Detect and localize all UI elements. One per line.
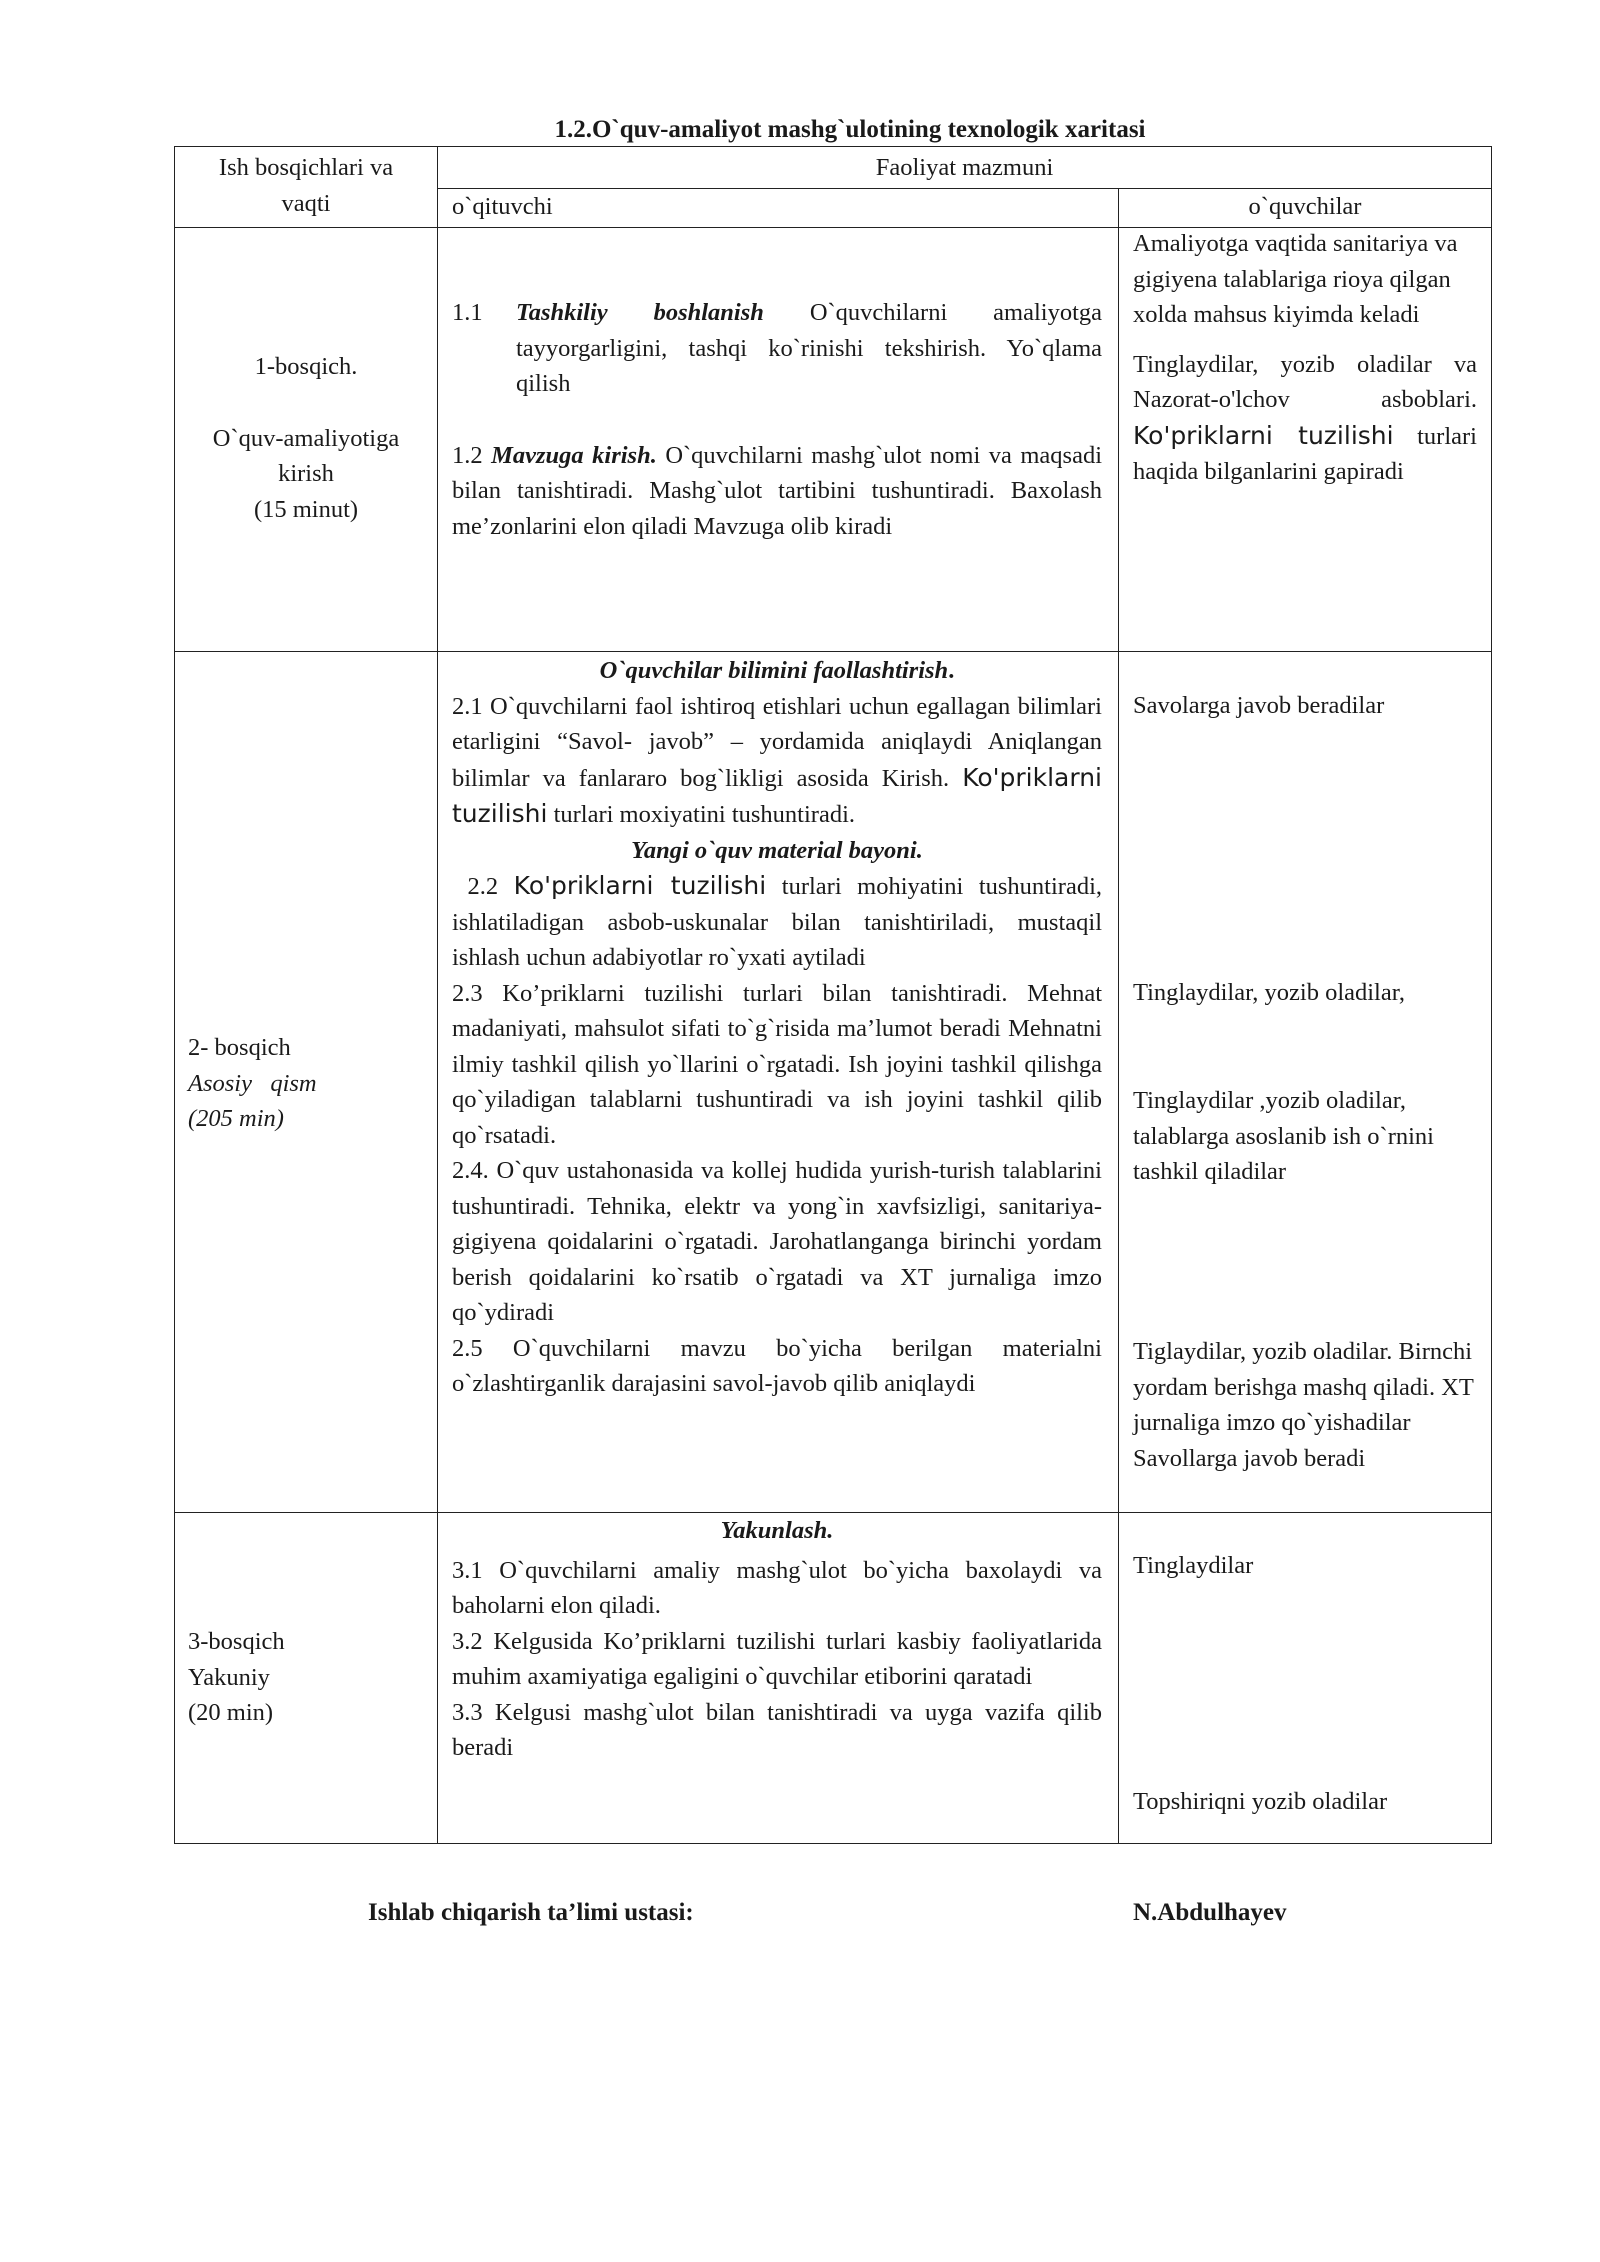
item-1-1-heading: Tashkiliy boshlanish <box>516 299 764 326</box>
item-2-2: 2.2 Ko'priklarni tuzilishi turlari mohiyatini tushuntiradi, ishlatiladigan asbob-uskunalar bilan tanishtiriladi, mustaqil ishlash uchun adabiyotlar ro`yxati aytiladi <box>452 871 1102 971</box>
stage2-student-1: Savolarga javob beradilar <box>1133 692 1385 719</box>
table-col-divider-2 <box>1118 188 1119 1844</box>
closing-heading: Yakunlash. <box>720 1517 834 1544</box>
signature-label: Ishlab chiqarish ta’limi ustasi: <box>368 1899 694 1926</box>
stage2-student-2: Tinglaydilar, yozib oladilar, <box>1133 979 1406 1006</box>
signature-name: N.Abdulhayev <box>1133 1899 1287 1926</box>
stage2-title: Asosiy qism <box>188 1069 317 1097</box>
item-1-2-text: O`quvchilarni mashg`ulot nomi va maqsadi bilan tanishtiradi. Mashg`ulot tartibini tushuntiradi. Baxolash me’zonlarini elon qiladi Mavzuga olib kiradi <box>452 441 1103 540</box>
item-1-2: 1.2 Mavzuga kirish. O`quvchilarni mashg`ulot nomi va maqsadi bilan tanishtiradi. Mashg`ulot tartibini tushuntiradi. Baxolash me’zonlarini elon qiladi Mavzuga olib kiradi <box>452 441 1103 540</box>
row1-bottom-line <box>174 651 1492 652</box>
stage3-teacher-content <box>452 1513 1102 1766</box>
stage2-time: (205 min) <box>188 1105 284 1132</box>
stage2-student-5: Savollarga javob beradi <box>1133 1444 1366 1472</box>
document-title: 1.2.O`quv-amaliyot mashg`ulotining texnologik xaritasi <box>554 116 1146 143</box>
stage1-student-1: Amaliyotga vaqtida sanitariya va gigiyena talablariga rioya qilgan xolda mahsus kiyimda keladi <box>1133 230 1458 328</box>
stage1-student-content <box>1133 226 1477 490</box>
stage2-label <box>188 1030 424 1137</box>
stage3-student-2: Topshiriqni yozib oladilar <box>1133 1788 1388 1815</box>
stage1-name: 1-bosqich. <box>254 353 358 380</box>
stage2-student-4: Tiglaydilar, yozib oladilar. Birnchi yordam berishga mashq qiladi. XT jurnaliga imzo qo`yishadilar Savollarga javob beradi <box>1133 1334 1477 1476</box>
header-activity-content: Faoliyat mazmuni <box>875 154 1054 181</box>
stage3-time: (20 min) <box>188 1699 274 1726</box>
table-col-divider-1 <box>437 146 438 1844</box>
stage1-time: (15 minut) <box>253 495 359 523</box>
header-stages-time: Ish bosqichlari va vaqti <box>218 154 394 217</box>
item-1-1: 1.1 Tashkiliy boshlanish O`quvchilarni amaliyotga tayyorgarligini, tashqi ko`rinishi tekshirish. Yo`qlama qilish <box>452 299 1103 397</box>
stage3-label <box>188 1624 424 1731</box>
header-students: o`quvchilar <box>1248 193 1362 220</box>
stage2-student-3: Tinglaydilar ,yozib oladilar, talablarga asoslanib ish o`rnini tashkil qiladilar <box>1133 1087 1434 1185</box>
new-material-heading: Yangi o`quv material bayoni. <box>631 836 923 864</box>
header-teacher: o`qituvchi <box>452 193 553 220</box>
stage3-name: 3-bosqich <box>188 1628 285 1655</box>
item-2-1: 2.1 O`quvchilarni faol ishtiroq etishlari uchun egallagan bilimlari etarligini “Savol- javob” – yordamida aniqlaydi Aniqlangan bilimlar va fanlararo bog`likligi asosida Kirish. Ko'priklarni tuzilishi turlari moxiyatini tushuntiradi. <box>452 692 1102 828</box>
stage2-name: 2- bosqich <box>188 1034 291 1061</box>
item-3-3: 3.3 Kelgusi mashg`ulot bilan tanishtiradi va uyga vazifa qilib beradi <box>452 1698 1102 1761</box>
item-2-3: 2.3 Ko’priklarni tuzilishi turlari bilan tanishtiradi. Mehnat madaniyati, mahsulot sifati to`g`risida ma’lumot beradi Mehnatni ilmiy tashkil qilish yo`llarini o`rgatadi. Ish joyini tashkil qilishga qo`yiladigan talablarni tushuntiradi va ish joyini tashkil qilib qo`rsatadi. <box>452 979 1102 1149</box>
item-3-2: 3.2 Kelgusida Ko’priklarni tuzilishi turlari kasbiy faoliyatlarida muhim axamiyatiga egaligini o`quvchilar etiborini qaratadi <box>452 1627 1102 1690</box>
item-1-1-text: O`quvchilarni amaliyotga tayyorgarligini, tashqi ko`rinishi tekshirish. Yo`qlama qilish <box>516 299 1103 397</box>
stage3-student-1: Tinglaydilar <box>1133 1552 1254 1579</box>
item-1-2-heading: Mavzuga kirish. <box>491 441 657 469</box>
stage1-student-2: Tinglaydilar, yozib oladilar va Nazorat-o'lchov asboblari. Ko'priklarni tuzilishi turlari haqida bilganlarini gapiradi <box>1133 350 1477 485</box>
stage1-teacher-content <box>452 295 1102 544</box>
activation-heading: O`quvchilar bilimini faollashtirish. <box>599 657 955 684</box>
stage1-label <box>188 349 424 527</box>
item-3-1: 3.1 O`quvchilarni amaliy mashg`ulot bo`yicha baxolaydi va baholarni elon qiladi. <box>452 1556 1102 1619</box>
stage2-teacher-content <box>452 653 1102 1402</box>
item-2-5: 2.5 O`quvchilarni mavzu bo`yicha berilgan materialni o`zlashtirganlik darajasini savol-javob qilib aniqlaydi <box>452 1334 1102 1397</box>
stage3-title: Yakuniy <box>188 1663 270 1691</box>
item-2-4: 2.4. O`quv ustahonasida va kollej hudida yurish-turish talablarini tushuntiradi. Tehnika, elektr va yong`in xavfsizligi, sanitariya-gigiyena qoidalarini o`rgatadi. Jarohatlanganga birinchi yordam berish qoidalarini ko`rsatib o`rgatadi va XT jurnaliga imzo qo`ydiradi <box>452 1157 1102 1326</box>
stage1-title: O`quv-amaliyotiga kirish <box>212 424 400 487</box>
